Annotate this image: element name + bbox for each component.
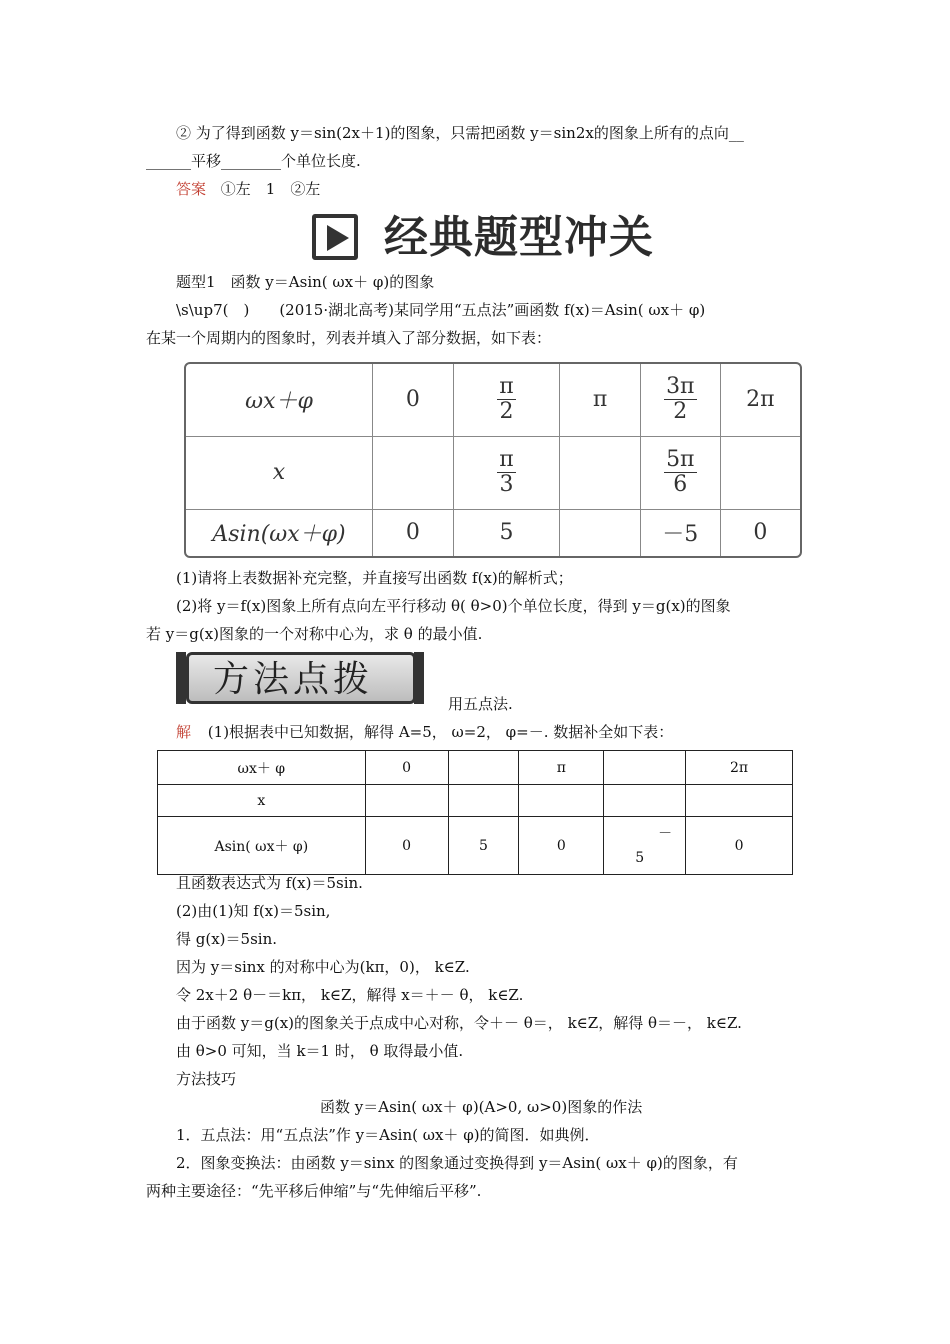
problem-table <box>184 362 802 558</box>
bracket-right-icon <box>414 652 424 704</box>
tips-title: 方法技巧 <box>176 1070 237 1088</box>
tip-1: 1．五点法：用“五点法”作 y＝Asin( ωx＋ φ)的简图．如典例． <box>176 1126 600 1144</box>
table-row <box>186 436 800 509</box>
table-cell <box>560 436 641 509</box>
table-cell <box>720 436 800 509</box>
solution-line-3: (2)由(1)知 f(x)＝5sin, <box>176 902 331 920</box>
solution-table <box>157 750 793 875</box>
solution-line-8: 由 θ>0 可知，当 k＝1 时， θ 取得最小值. <box>176 1042 464 1060</box>
question-2-line-1: (2)将 y＝f(x)图象上所有点向左平行移动 θ( θ>0)个单位长度，得到 y＝g(x)的图象 <box>176 597 731 615</box>
fill-blank-line-2: ______平移________个单位长度. <box>146 152 361 170</box>
method-tip-label: 方法点拨 <box>213 659 374 700</box>
table-cell: 0 <box>365 751 448 785</box>
solution-line-2: 且函数表达式为 f(x)＝5sin. <box>176 874 363 892</box>
table-cell: 5 <box>448 817 519 875</box>
banner-title: 经典题型冲关 <box>384 212 654 263</box>
fraction-numerator: π <box>499 447 514 473</box>
table-cell <box>560 509 641 556</box>
fraction <box>497 375 515 424</box>
table-cell: 0 <box>720 509 800 556</box>
solution-line-5: 因为 y＝sinx 的对称中心为(kπ，0)， k∈Z. <box>176 958 470 976</box>
table-cell: 2π <box>720 364 800 436</box>
table-cell: ωx＋ φ <box>158 751 366 785</box>
question-1: (1)请将上表数据补充完整，并直接写出函数 f(x)的解析式； <box>176 569 573 587</box>
solution-line-7: 由于函数 y＝g(x)的图象关于点成中心对称，令＋－ θ＝， k∈Z，解得 θ＝－， k∈Z. <box>176 1014 742 1032</box>
table-cell <box>640 364 720 436</box>
table-cell: ωx＋φ <box>186 364 373 436</box>
method-tip-panel <box>186 652 416 704</box>
table-row <box>158 751 793 785</box>
tips-subtitle: 函数 y＝Asin( ωx＋ φ)(A>0, ω>0)图象的作法 <box>320 1098 643 1116</box>
table-cell: 0 <box>373 509 454 556</box>
answer-label: 答案 <box>176 180 207 198</box>
table-row <box>186 509 800 556</box>
table-cell <box>453 436 560 509</box>
table-cell: 5 <box>453 509 560 556</box>
table-cell: 0 <box>373 364 454 436</box>
table-row <box>186 364 800 436</box>
problem-type-line: 题型1 函数 y＝Asin( ωx＋ φ)的图象 <box>176 273 435 291</box>
solution-line-6: 令 2x＋2 θ－＝kπ， k∈Z，解得 x＝＋－ θ， k∈Z. <box>176 986 524 1004</box>
method-text: 用五点法. <box>448 695 513 713</box>
table-cell: π <box>519 751 604 785</box>
fraction-denominator: 3 <box>499 472 514 498</box>
table-cell: Asin( ωx＋ φ) <box>158 817 366 875</box>
cell-line: － <box>658 825 673 842</box>
cell-line: 5 <box>635 849 645 866</box>
fraction-denominator: 6 <box>673 472 688 498</box>
section-banner <box>312 208 672 268</box>
table-cell <box>640 436 720 509</box>
fraction-numerator: 5π <box>666 447 695 473</box>
table-cell: x <box>158 785 366 817</box>
table-cell <box>448 751 519 785</box>
fraction-numerator: 3π <box>666 374 695 400</box>
table-cell: 0 <box>365 817 448 875</box>
fraction-denominator: 2 <box>499 399 514 425</box>
table-cell <box>686 785 793 817</box>
solution-intro: (1)根据表中已知数据，解得 A=5， ω=2， φ=－. 数据补全如下表： <box>207 723 674 741</box>
table-cell: 0 <box>519 817 604 875</box>
table-cell: x <box>186 436 373 509</box>
tip-2-line-1: 2．图象变换法：由函数 y＝sinx 的图象通过变换得到 y＝Asin( ωx＋ φ)的图象，有 <box>176 1154 738 1172</box>
fraction <box>664 375 696 424</box>
fraction-numerator: π <box>499 374 514 400</box>
table-cell <box>365 785 448 817</box>
table-cell <box>604 751 686 785</box>
tip-2-line-2: 两种主要途径：“先平移后伸缩”与“先伸缩后平移”. <box>146 1182 482 1200</box>
play-icon <box>312 214 358 260</box>
table-cell: 2π <box>686 751 793 785</box>
problem-line-2: 在某一个周期内的图象时，列表并填入了部分数据，如下表： <box>146 329 552 347</box>
table-cell <box>373 436 454 509</box>
table-cell <box>604 817 686 875</box>
answer-text: ①左 1 ②左 <box>220 180 321 198</box>
solution-line-1 <box>176 722 673 742</box>
problem-line-1: \s\up7( ) (2015·湖北高考)某同学用“五点法”画函数 f(x)＝Asin( ωx＋ φ) <box>176 301 706 319</box>
table-cell <box>604 785 686 817</box>
bracket-left-icon <box>176 652 186 704</box>
fraction <box>497 448 515 497</box>
table-cell: Asin(ωx＋φ) <box>186 509 373 556</box>
table-row <box>158 817 793 875</box>
solution-line-4: 得 g(x)＝5sin. <box>176 930 278 948</box>
fraction <box>664 448 696 497</box>
method-tip-badge <box>176 652 424 706</box>
answer-line <box>176 179 320 199</box>
question-2-line-2: 若 y＝g(x)图象的一个对称中心为，求 θ 的最小值. <box>146 625 483 643</box>
table-cell <box>453 364 560 436</box>
table-cell: 0 <box>686 817 793 875</box>
table-row <box>158 785 793 817</box>
table-cell <box>448 785 519 817</box>
fraction-denominator: 2 <box>673 399 688 425</box>
fill-blank-line-1: ② 为了得到函数 y＝sin(2x＋1)的图象，只需把函数 y＝sin2x的图象上所有的点向__ <box>176 124 744 142</box>
solution-label: 解 <box>176 723 192 741</box>
table-cell: π <box>560 364 641 436</box>
table-cell: －5 <box>640 509 720 556</box>
table-cell <box>519 785 604 817</box>
